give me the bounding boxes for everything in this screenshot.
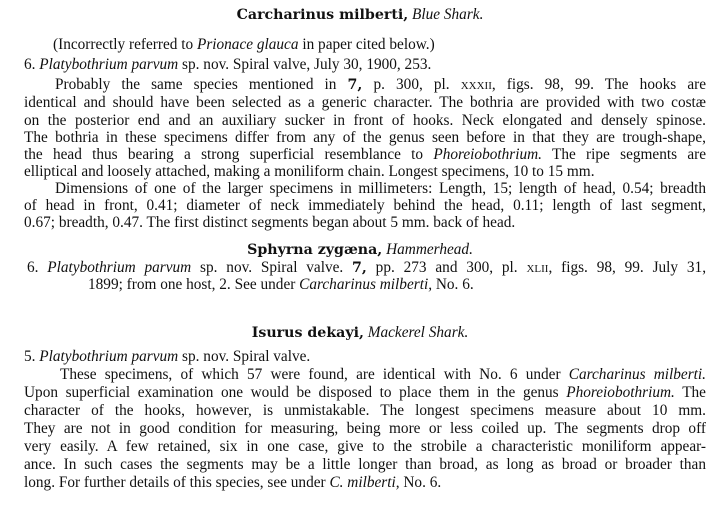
text-line <box>88 276 474 294</box>
text-line <box>27 259 706 277</box>
text: Upon superficial examination one would be disposed to place them in the genus <box>24 384 567 401</box>
text: sp. nov. Spiral valve. <box>178 348 311 365</box>
text-line <box>24 402 706 420</box>
text: The <box>674 384 706 401</box>
text: identical and should have been selected as a generic character. The bothria are provided with two costæ <box>24 94 706 111</box>
italic-text: Carcharinus milberti. <box>568 366 706 383</box>
text-line <box>53 36 435 54</box>
text: 6. <box>27 259 48 276</box>
bold-text: 7, <box>352 260 367 276</box>
text: 1899; from one host, 2. See under <box>88 276 300 293</box>
italic-text: Platybothrium parvum <box>39 56 179 73</box>
text-line <box>24 56 431 74</box>
text-line <box>24 420 706 438</box>
text: the head thus bearing a strong superficial resemblance to <box>24 146 434 163</box>
text-line <box>24 129 706 147</box>
text: Dimensions of one of the larger specimens in millimeters: Length, 15; length of head, 0.54; breadth <box>55 180 706 197</box>
text-line <box>24 438 706 456</box>
section-heading <box>0 6 720 24</box>
bold-text: Sphyrna zygæna, <box>247 242 383 258</box>
text: The bothria in these specimens differ from any of the genus seen before in that they are trough-shape, <box>24 129 706 146</box>
text: Probably the same species mentioned in <box>55 76 348 93</box>
small-caps-text: xxxii <box>460 76 492 93</box>
text-line <box>55 76 706 94</box>
italic-text: Carcharinus milberti, <box>299 276 433 293</box>
text-line <box>24 456 706 474</box>
text: 5. <box>24 348 40 365</box>
bold-text: Carcharinus milberti, <box>236 7 409 23</box>
text: The ripe segments are <box>542 146 706 163</box>
text: ance. In such cases the segments may be a little longer than broad, as long as broad or broader than <box>24 456 706 473</box>
bold-text: 7, <box>347 77 363 93</box>
text: very easily. A few retained, six in one case, give to the strobile a characteristic moniliform appear- <box>24 438 706 455</box>
italic-text: C. milberti, <box>329 474 400 491</box>
text-line <box>60 366 706 384</box>
text: (Incorrectly referred to <box>53 36 197 53</box>
italic-text: Phoreiobothrium. <box>566 384 675 401</box>
text: No. 6. <box>432 276 474 293</box>
text-line <box>24 197 706 215</box>
text-line <box>24 348 310 366</box>
text: in paper cited below.) <box>298 36 435 53</box>
text: long. For further details of this species, see under <box>24 474 330 491</box>
text-line <box>24 214 515 232</box>
italic-text: Hammerhead. <box>386 241 473 258</box>
small-caps-text: xlii <box>526 259 549 276</box>
italic-text: Platybothrium parvum <box>47 259 192 276</box>
text: , figs. 98, 99. July 31, <box>548 259 706 276</box>
text: character of the hooks, however, is unmistakable. The longest specimens measure about 10 mm. <box>24 402 706 419</box>
text: of head in front, 0.41; diameter of neck immediately behind the head, 0.11; length of last segment, <box>24 197 706 214</box>
text-line <box>24 112 706 130</box>
italic-text: Platybothrium parvum <box>39 348 179 365</box>
text: They are not in good condition for measuring, being more or less coiled up. The segments drop off <box>24 420 706 437</box>
text-line <box>24 384 706 402</box>
text-line <box>24 94 706 112</box>
text: 6. <box>24 56 40 73</box>
text-line <box>55 180 706 198</box>
text: 0.67; breadth, 0.47. The first distinct segments began about 5 mm. back of head. <box>24 214 516 231</box>
text: These specimens, of which 57 were found, are identical with No. 6 under <box>60 366 569 383</box>
bold-text: Isurus dekayi, <box>251 325 364 341</box>
text: on the posterior end and an auxiliary sucker in front of hooks. Neck elongated and densely spinose. <box>24 112 706 129</box>
text-line <box>24 474 441 492</box>
italic-text: Mackerel Shark. <box>367 324 469 341</box>
text-line <box>24 146 706 164</box>
italic-text: Prionace glauca <box>196 36 299 53</box>
text-line <box>24 163 595 181</box>
text: p. 300, pl. <box>362 76 461 93</box>
text: sp. nov. Spiral valve, July 30, 1900, 253. <box>178 56 432 73</box>
section-heading <box>0 241 720 259</box>
text: sp. nov. Spiral valve. <box>191 259 353 276</box>
italic-text: Phoreiobothrium. <box>433 146 542 163</box>
italic-text: Blue Shark. <box>412 6 484 23</box>
text: pp. 273 and 300, pl. <box>366 259 527 276</box>
text: elliptical and loosely attached, making a moniliform chain. Longest specimens, 10 to 15 mm. <box>24 163 595 180</box>
text: No. 6. <box>399 474 442 491</box>
text: , figs. 98, 99. The hooks are <box>491 76 706 93</box>
section-heading <box>0 324 720 342</box>
